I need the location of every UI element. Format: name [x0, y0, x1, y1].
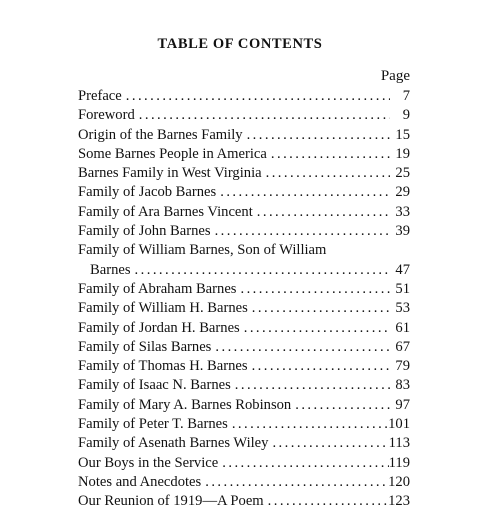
- toc-entry-label: Family of William Barnes, Son of William: [78, 242, 327, 259]
- toc-entry-label: Foreword: [78, 107, 135, 124]
- dot-leader: [122, 87, 390, 106]
- toc-entry: [78, 203, 410, 222]
- toc-entry-page: 33: [395, 203, 410, 220]
- toc-entry-page: 61: [395, 319, 410, 336]
- toc-entry: [78, 145, 410, 164]
- toc-entry-page: 9: [402, 107, 410, 124]
- toc-entry: [78, 164, 410, 183]
- toc-entry-page: 119: [388, 454, 410, 471]
- dot-leader: [248, 299, 390, 318]
- toc-entry: [78, 126, 410, 145]
- toc-entry-page: 101: [388, 416, 410, 433]
- dot-leader: [291, 396, 390, 415]
- toc-entry: [78, 454, 410, 473]
- toc-entry-label: Family of Ara Barnes Vincent: [78, 203, 253, 220]
- toc-entry: [78, 87, 410, 106]
- toc-entry-page: 113: [388, 435, 410, 452]
- dot-leader: [268, 434, 388, 453]
- toc-entry-page: 123: [388, 493, 410, 510]
- toc-entry-label: Family of Thomas H. Barnes: [78, 358, 248, 375]
- toc-entry: [78, 319, 410, 338]
- toc-entry-label: Notes and Anecdotes: [78, 473, 202, 490]
- toc-entry-label: Some Barnes People in America: [78, 145, 267, 162]
- toc-entry-page: 25: [395, 165, 410, 182]
- toc-entry-label: Our Reunion of 1919—A Poem: [78, 493, 264, 510]
- toc-entry-label: Family of Asenath Barnes Wiley: [78, 435, 269, 452]
- dot-leader: [131, 261, 390, 280]
- dot-leader: [135, 106, 390, 125]
- dot-leader: [228, 415, 388, 434]
- dot-leader: [264, 492, 388, 511]
- toc-entry-page: 83: [395, 377, 410, 394]
- toc-entry-page: 97: [395, 396, 410, 413]
- dot-leader: [236, 280, 390, 299]
- toc-entry-continuation: [78, 261, 410, 280]
- toc-entry: [78, 299, 410, 318]
- dot-leader: [267, 145, 390, 164]
- toc-entry-page: 19: [395, 145, 410, 162]
- toc-entry-label: Origin of the Barnes Family: [78, 126, 243, 143]
- toc-entry-page: 47: [395, 261, 410, 278]
- dot-leader: [211, 222, 390, 241]
- toc-entry-label: Family of Silas Barnes: [78, 338, 212, 355]
- toc-entry: [78, 415, 410, 434]
- toc-entry: [78, 492, 410, 511]
- toc-entry: [78, 473, 410, 492]
- dot-leader: [240, 319, 390, 338]
- toc-entry: [78, 338, 410, 357]
- toc-entry: [78, 241, 410, 260]
- toc-entry-page: 51: [395, 280, 410, 297]
- toc-entry-page: 67: [395, 338, 410, 355]
- toc-entry: [78, 106, 410, 125]
- toc-entry-label: Our Boys in the Service: [78, 454, 219, 471]
- toc-entry-label: Family of Jordan H. Barnes: [78, 319, 240, 336]
- toc-entry-label: Family of Isaac N. Barnes: [78, 377, 231, 394]
- toc-entry: [78, 396, 410, 415]
- toc-entry-label: Family of Abraham Barnes: [78, 280, 237, 297]
- toc-entry-page: 7: [402, 88, 410, 104]
- toc-entry-label-continued: Barnes: [90, 261, 131, 278]
- dot-leader: [231, 376, 390, 395]
- toc-entry-page: 79: [395, 358, 410, 375]
- dot-leader: [253, 203, 390, 222]
- toc-entry-page: 120: [388, 473, 410, 490]
- dot-leader: [211, 338, 390, 357]
- toc-entry-label: Preface: [78, 88, 122, 104]
- toc-entry: [78, 222, 410, 241]
- toc-entry: [78, 357, 410, 376]
- toc-entry-label: Family of Jacob Barnes: [78, 184, 217, 201]
- dot-leader: [218, 454, 388, 473]
- toc-entry: [78, 280, 410, 299]
- toc-title: TABLE OF CONTENTS: [157, 36, 323, 52]
- dot-leader: [262, 164, 390, 183]
- toc-entry-label: Family of William H. Barnes: [78, 300, 248, 317]
- dot-leader: [216, 183, 390, 202]
- toc-entry-label: Family of John Barnes: [78, 223, 211, 240]
- toc-entry-page: 15: [395, 126, 410, 143]
- toc-list: [78, 87, 410, 512]
- toc-entry-page: 39: [395, 223, 410, 240]
- toc-entry-label: Barnes Family in West Virginia: [78, 165, 262, 182]
- toc-entry: [78, 183, 410, 202]
- toc-entry-label: Family of Mary A. Barnes Robinson: [78, 396, 292, 413]
- toc-entry: [78, 434, 410, 453]
- dot-leader: [201, 473, 388, 492]
- toc-entry: [78, 376, 410, 395]
- page-column-heading: Page: [380, 68, 410, 84]
- toc-entry-page: 53: [395, 300, 410, 317]
- dot-leader: [243, 126, 390, 145]
- toc-entry-page: 29: [395, 184, 410, 201]
- toc-entry-label: Family of Peter T. Barnes: [78, 416, 228, 433]
- dot-leader: [248, 357, 390, 376]
